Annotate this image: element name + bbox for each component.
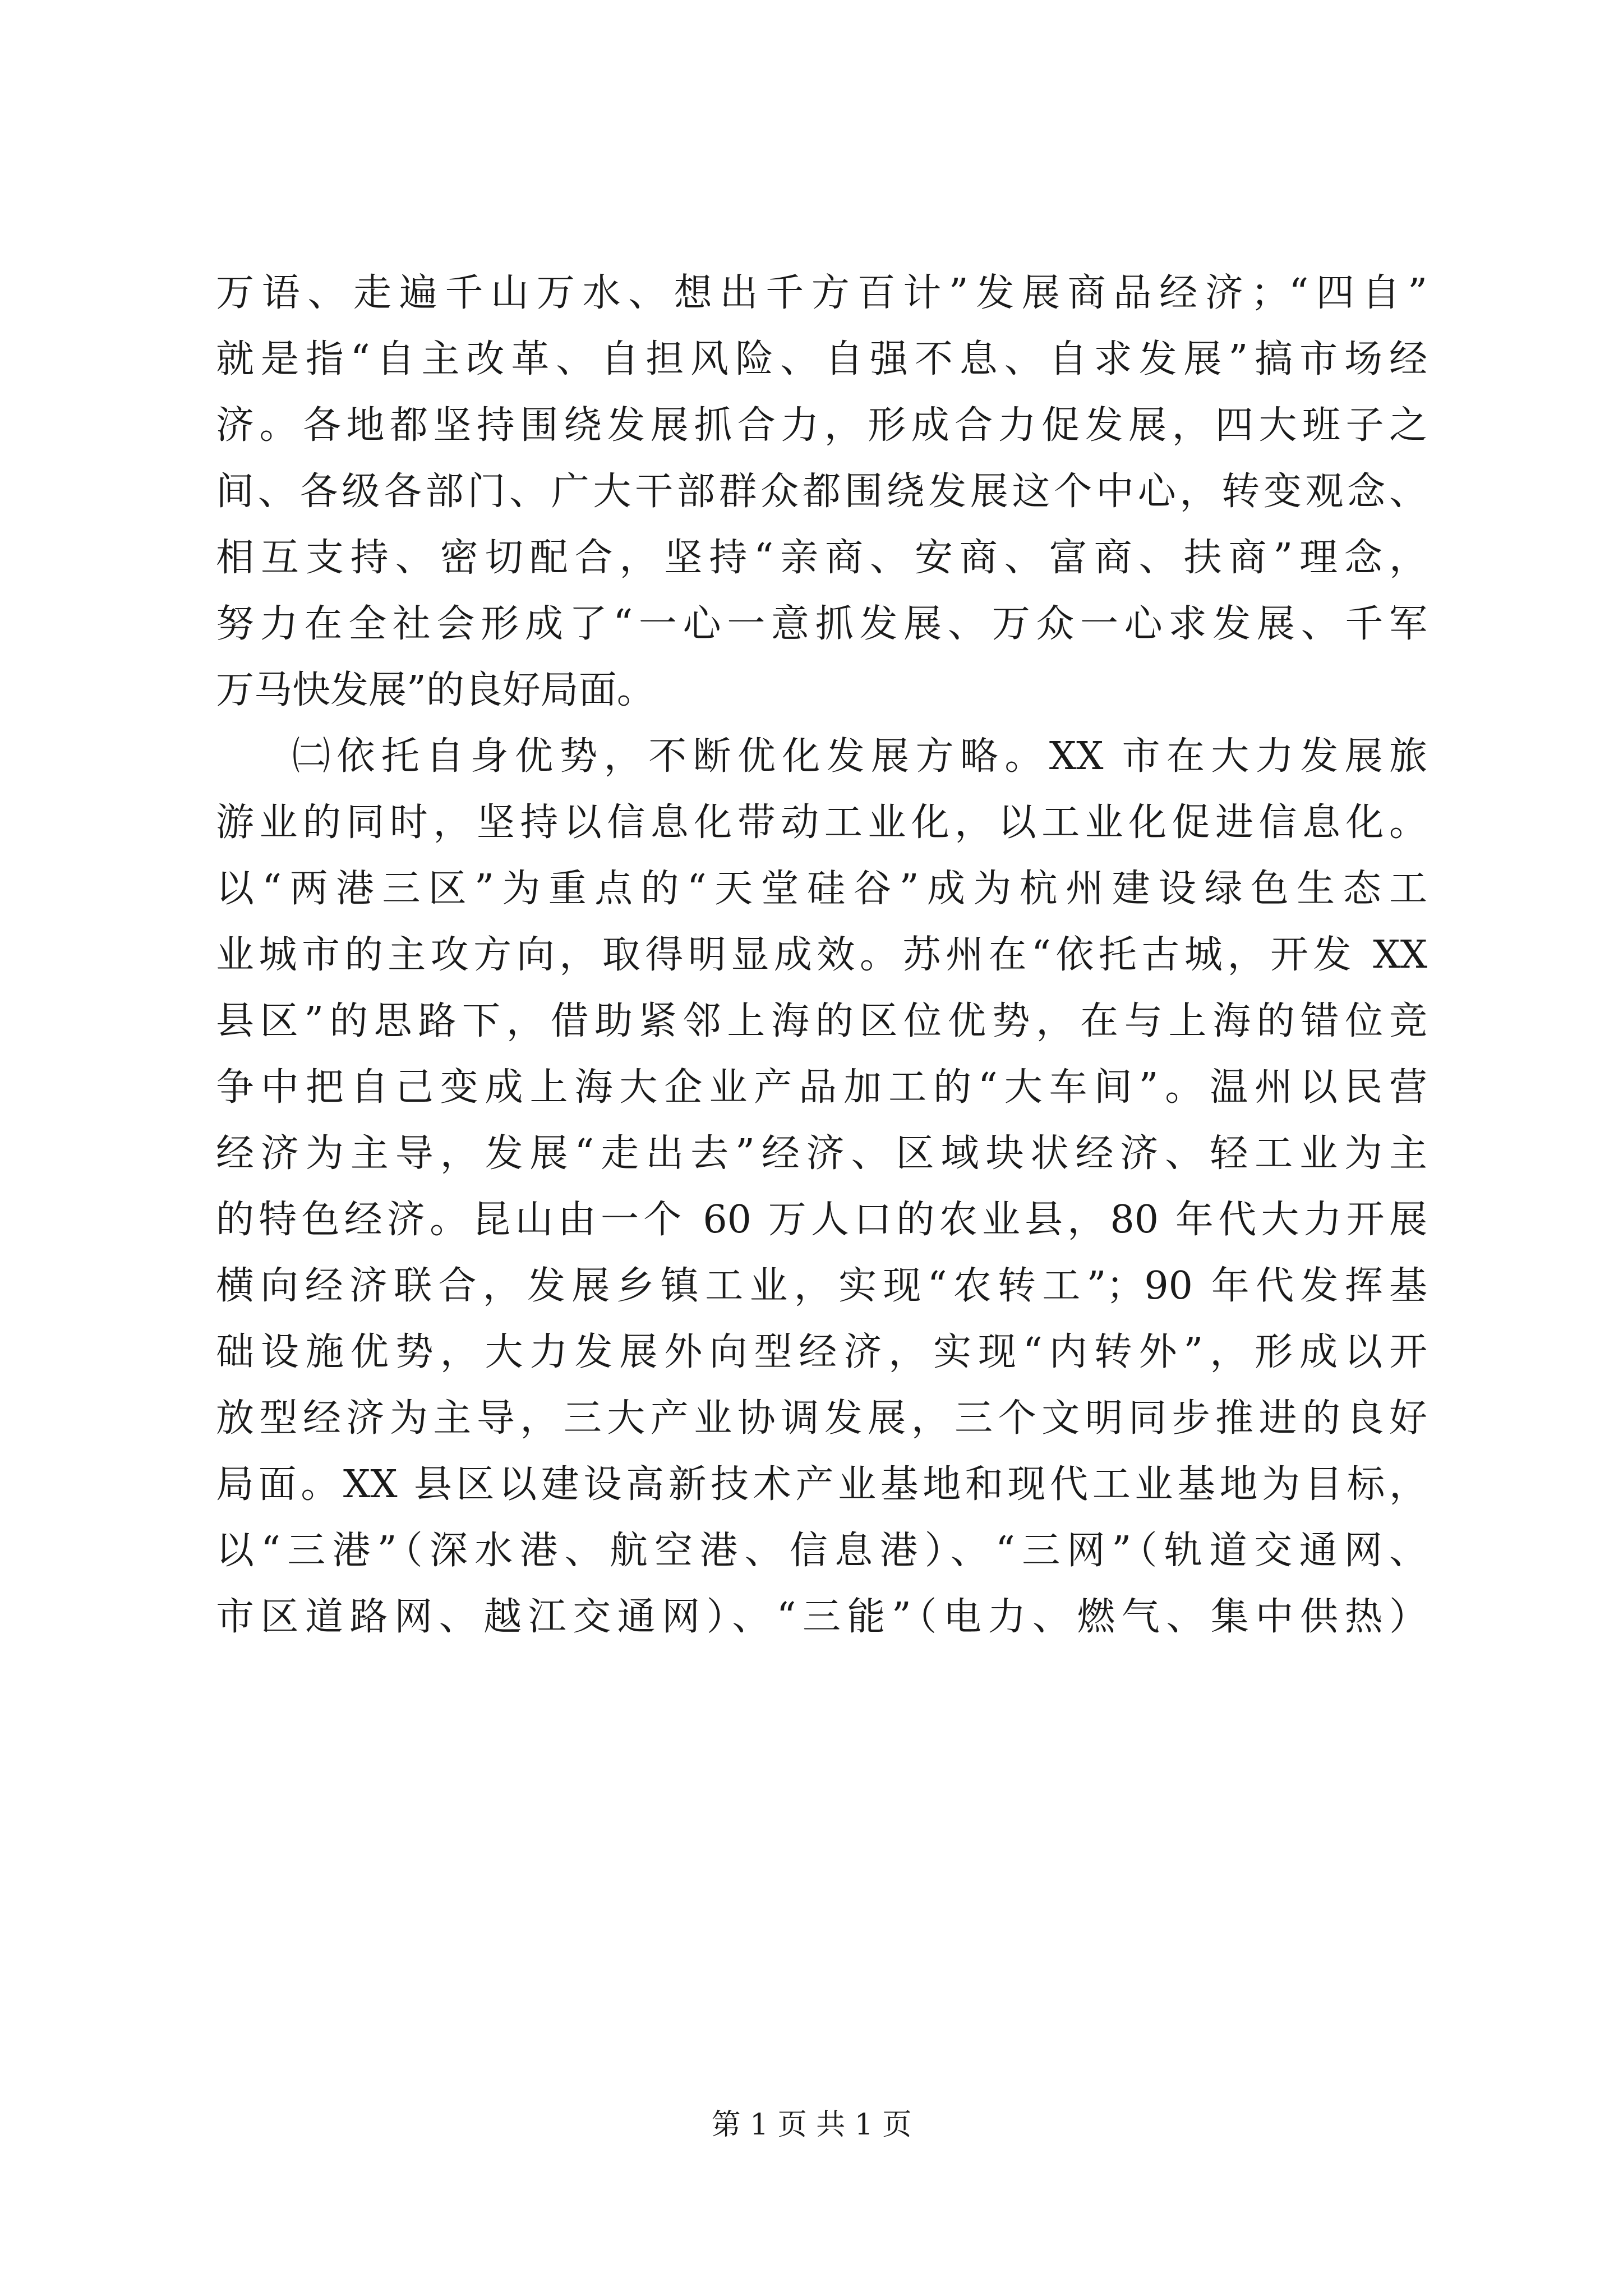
text-line: 县区”的思路下，借助紧邻上海的区位优势，在与上海的错位竞 [216, 999, 1427, 1043]
text-line: 的特色经济。昆山由一个 60 万人口的农业县，80 年代大力开展 [216, 1198, 1427, 1242]
text-line: 相互支持、密切配合，坚持“亲商、安商、富商、扶商”理念， [216, 536, 1427, 580]
text-line: 市区道路网、越江交通网）、“三能”（电力、燃气、集中供热） [216, 1595, 1427, 1639]
paragraph-first-line: ㈡依托自身优势，不断优化发展方略。XX 市在大力发展旅 [292, 734, 1427, 779]
document-body [216, 260, 1427, 1650]
text-line: 济。各地都坚持围绕发展抓合力，形成合力促发展，四大班子之 [216, 403, 1427, 448]
text-line: 放型经济为主导，三大产业协调发展，三个文明同步推进的良好 [216, 1396, 1427, 1441]
text-line: 局面。XX 县区以建设高新技术产业基地和现代工业基地为目标， [216, 1462, 1427, 1507]
text-line: 万马快发展”的良好局面。 [216, 668, 655, 712]
text-line: 经济为主导，发展“走出去”经济、区域块状经济、轻工业为主 [216, 1131, 1427, 1176]
page-number-footer: 第 1 页 共 1 页 [711, 2108, 912, 2142]
text-line: 业城市的主攻方向，取得明显成效。苏州在“依托古城，开发 XX [216, 933, 1427, 977]
text-line: 就是指“自主改革、自担风险、自强不息、自求发展”搞市场经 [216, 337, 1427, 381]
text-line: 间、各级各部门、广大干部群众都围绕发展这个中心，转变观念、 [216, 470, 1427, 514]
text-line: 础设施优势，大力发展外向型经济，实现“内转外”，形成以开 [216, 1330, 1427, 1374]
text-line: 争中把自己变成上海大企业产品加工的“大车间”。温州以民营 [216, 1065, 1427, 1110]
text-line: 横向经济联合，发展乡镇工业，实现“农转工”；90 年代发挥基 [216, 1264, 1427, 1308]
text-line: 以“三港”（深水港、航空港、信息港）、“三网”（轨道交通网、 [216, 1529, 1427, 1573]
text-line: 万语、走遍千山万水、想出千方百计”发展商品经济；“四自” [216, 271, 1427, 315]
text-line: 游业的同时，坚持以信息化带动工业化，以工业化促进信息化。 [216, 800, 1427, 845]
text-line: 以“两港三区”为重点的“天堂硅谷”成为杭州建设绿色生态工 [216, 867, 1427, 911]
text-line: 努力在全社会形成了“一心一意抓发展、万众一心求发展、千军 [216, 602, 1428, 646]
